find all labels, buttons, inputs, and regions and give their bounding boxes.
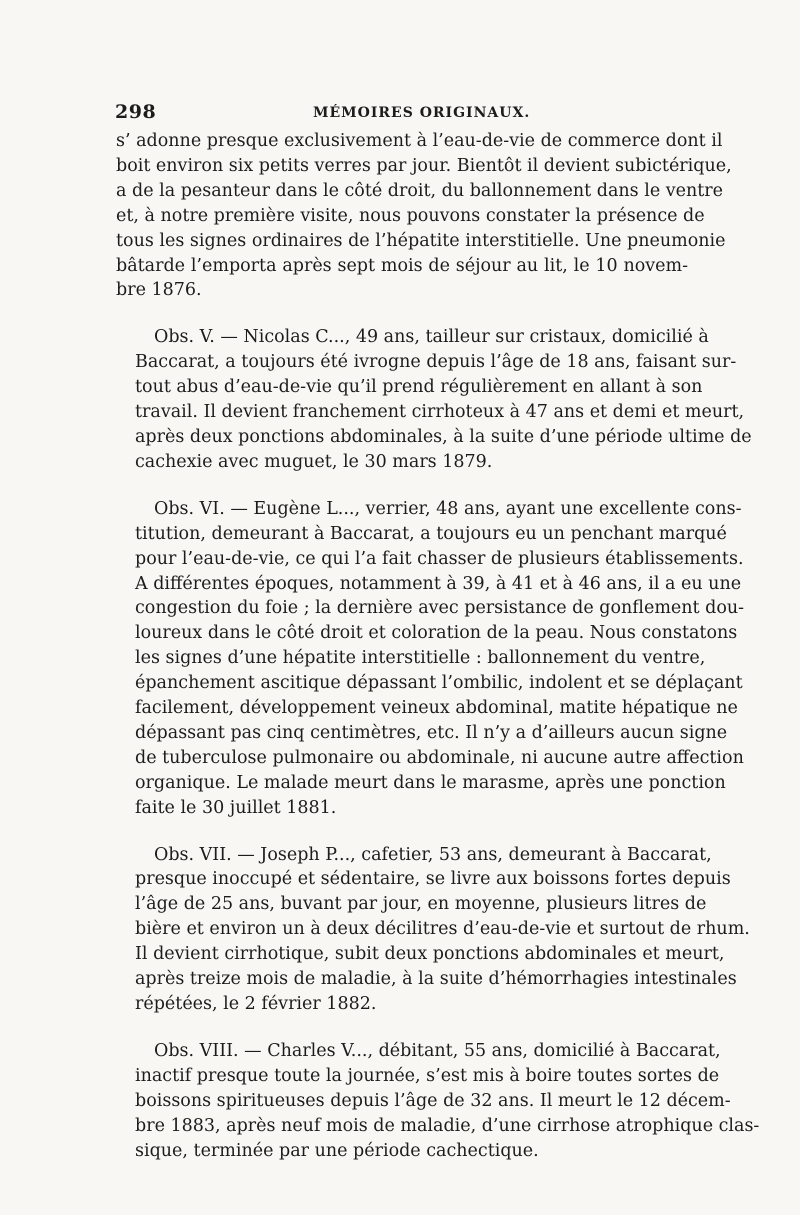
text-line: l’âge de 25 ans, buvant par jour, en moyenne, plusieurs litres de: [135, 894, 707, 915]
text-line: épanchement ascitique dépassant l’ombilic, indolent et se déplaçant: [135, 673, 743, 694]
text-line: et, à notre première visite, nous pouvons constater la présence de: [116, 205, 705, 226]
observation-8: [116, 1039, 760, 1164]
text-line: cachexie avec muguet, le 30 mars 1879.: [135, 451, 493, 472]
text-line: inactif presque toute la journée, s’est mis à boire toutes sortes de: [135, 1065, 720, 1086]
text-line: boissons spiritueuses depuis l’âge de 32 ans. Il meurt le 12 décem-: [135, 1090, 731, 1111]
text-line: de tuberculose pulmonaire ou abdominale, ni aucune autre affection: [135, 747, 744, 768]
text-line: A différentes époques, notamment à 39, à 41 et à 46 ans, il a eu une: [135, 573, 742, 594]
text-line: titution, demeurant à Baccarat, a toujours eu un penchant marqué: [135, 523, 727, 544]
text-line: Obs. VIII. — Charles V..., débitant, 55 ans, domicilié à Baccarat,: [154, 1040, 721, 1061]
observation-5: [116, 325, 752, 474]
text-line: facilement, développement veineux abdominal, matite hépatique ne: [135, 698, 738, 719]
running-title: MÉMOIRES ORIGINAUX.: [313, 105, 531, 121]
text-line: loureux dans le côté droit et coloration de la peau. Nous constatons: [135, 623, 738, 644]
text-line: bre 1876.: [116, 280, 202, 301]
text-line: tous les signes ordinaires de l’hépatite interstitielle. Une pneumonie: [116, 230, 726, 251]
text-line: dépassant pas cinq centimètres, etc. Il n’y a d’ailleurs aucun signe: [135, 722, 728, 743]
text-line: après treize mois de maladie, à la suite d’hémorrhagies intestinales: [135, 969, 737, 990]
text-line: Obs. VII. — Joseph P..., cafetier, 53 ans, demeurant à Baccarat,: [154, 844, 712, 865]
text-line: travail. Il devient franchement cirrhoteux à 47 ans et demi et meurt,: [135, 402, 745, 423]
text-line: congestion du foie ; la dernière avec persistance de gonflement dou-: [135, 598, 745, 619]
observation-6: [116, 497, 745, 821]
text-line: bre 1883, après neuf mois de maladie, d’une cirrhose atrophique clas-: [135, 1115, 760, 1136]
text-line: organique. Le malade meurt dans le marasme, après une ponction: [135, 772, 726, 793]
text-line: après deux ponctions abdominales, à la suite d’une période ultime de: [135, 426, 752, 447]
text-line: boit environ six petits verres par jour. Bientôt il devient subictérique,: [116, 155, 732, 176]
text-line: a de la pesanteur dans le côté droit, du ballonnement dans le ventre: [116, 180, 724, 201]
text-line: pour l’eau-de-vie, ce qui l’a fait chasser de plusieurs établissements.: [135, 548, 744, 569]
text-line: répétées, le 2 février 1882.: [135, 994, 377, 1014]
page-header: [115, 101, 690, 125]
text-line: Obs. VI. — Eugène L..., verrier, 48 ans, ayant une excellente cons-: [154, 498, 742, 519]
text-line: tout abus d’eau-de-vie qu’il prend régulièrement en allant à son: [135, 377, 703, 398]
observation-7: [116, 843, 750, 1017]
text-line: s’ adonne presque exclusivement à l’eau-de-vie de commerce dont il: [116, 131, 723, 151]
text-line: faite le 30 juillet 1881.: [135, 797, 337, 818]
text-line: Obs. V. — Nicolas C..., 49 ans, tailleur sur cristaux, domicilié à: [154, 327, 709, 348]
text-line: Baccarat, a toujours été ivrogne depuis l’âge de 18 ans, faisant sur-: [135, 352, 737, 373]
text-line: bière et environ un à deux décilitres d’eau-de-vie et surtout de rhum.: [135, 919, 750, 940]
paragraph-continuation: [116, 129, 732, 303]
text-line: les signes d’une hépatite interstitielle : ballonnement du ventre,: [135, 648, 706, 669]
text-line: bâtarde l’emporta après sept mois de séjour au lit, le 10 novem-: [116, 255, 688, 276]
text-line: sique, terminée par une période cachectique.: [135, 1140, 539, 1161]
page-body: [116, 129, 760, 1163]
text-line: presque inoccupé et sédentaire, se livre aux boissons fortes depuis: [135, 869, 731, 890]
page-number: 298: [115, 101, 157, 123]
text-line: Il devient cirrhotique, subit deux ponctions abdominales et meurt,: [135, 944, 725, 965]
